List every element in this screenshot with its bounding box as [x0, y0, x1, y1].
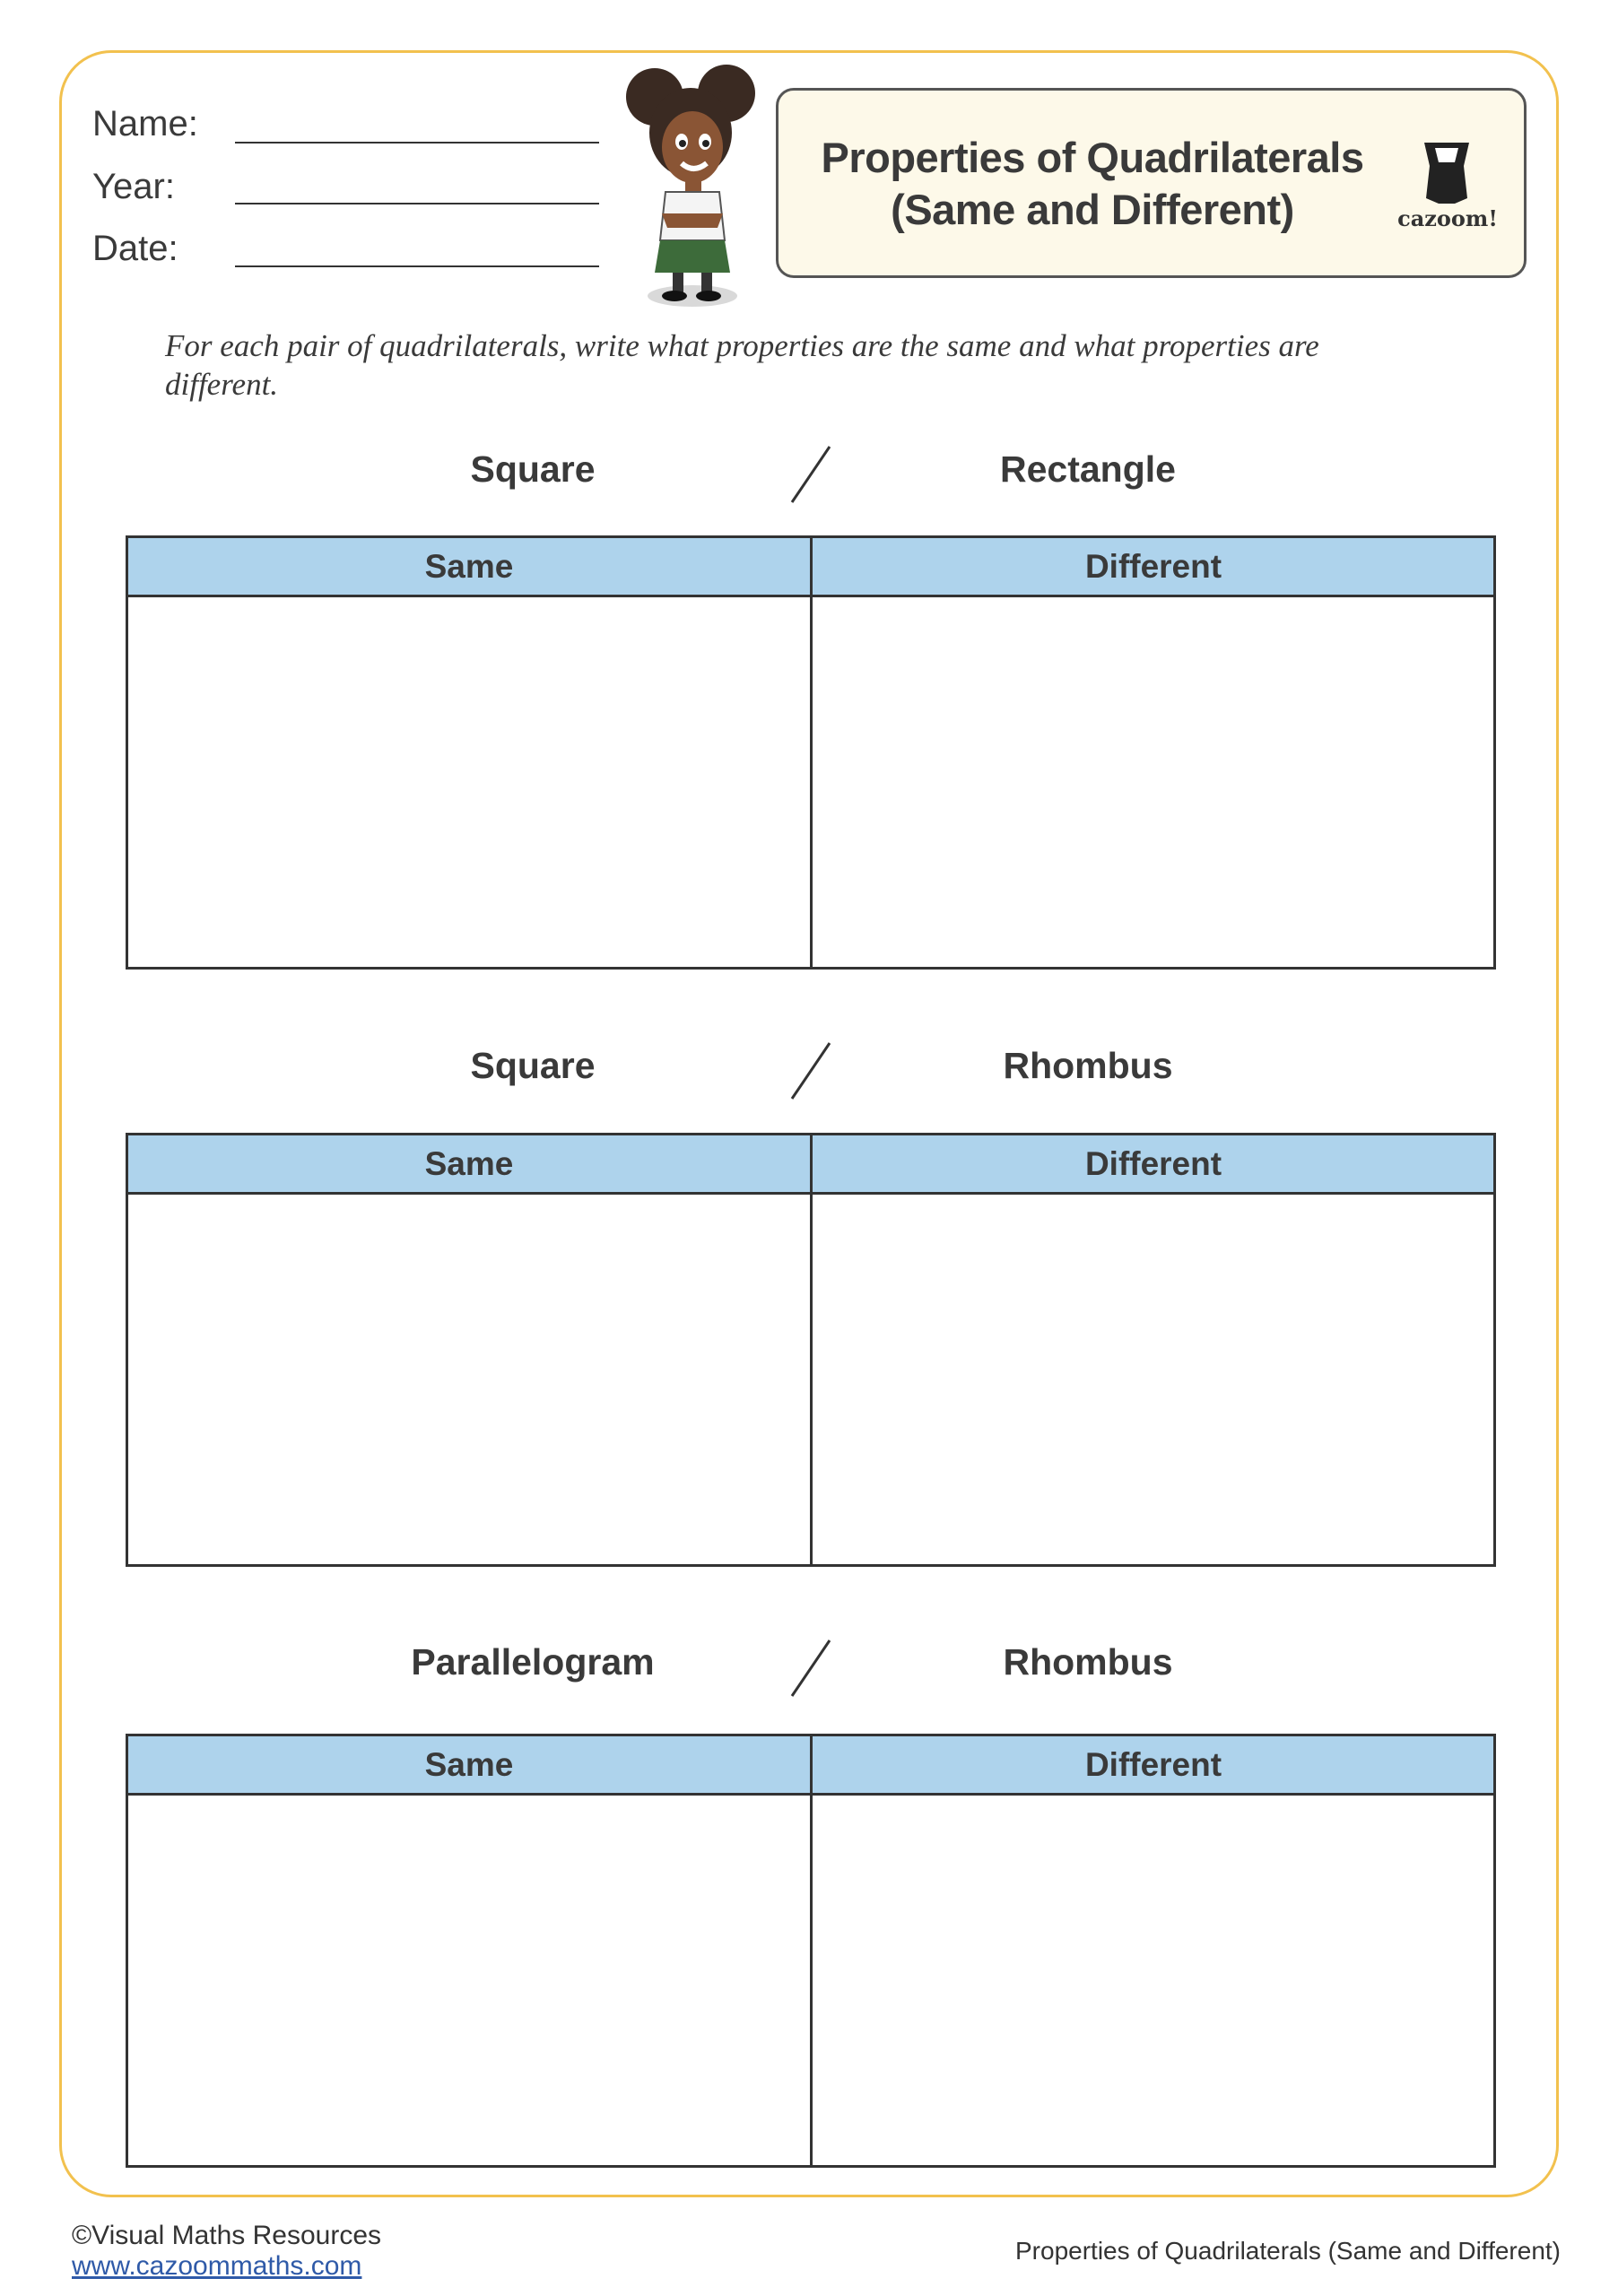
section-3-table — [126, 1734, 1496, 2168]
footer-left — [72, 2221, 381, 2282]
section-3-different-header: Different — [1084, 1746, 1222, 1783]
worksheet-title — [779, 132, 1406, 236]
name-field[interactable] — [235, 142, 599, 144]
section-2-different-answer-cell[interactable] — [813, 1195, 1493, 1564]
section-1-different-answer-cell[interactable] — [813, 597, 1493, 967]
section-1-same-answer-cell[interactable] — [128, 597, 810, 967]
section-2-slash — [783, 1039, 837, 1102]
section-1-different-header: Different — [1084, 548, 1222, 585]
footer-copyright: ©Visual Maths Resources — [72, 2221, 382, 2250]
title-box — [776, 88, 1527, 278]
section-2-different-header: Different — [1084, 1145, 1222, 1182]
section-1-left-shape: Square — [470, 448, 596, 490]
section-3-left-shape: Parallelogram — [411, 1641, 655, 1683]
title-line-2: (Same and Different) — [891, 186, 1294, 233]
section-1-slash — [783, 443, 837, 506]
section-3-different-answer-cell[interactable] — [813, 1796, 1493, 2165]
section-2-left-shape: Square — [470, 1045, 596, 1086]
student-character-illustration — [619, 61, 771, 312]
date-label: Date: — [92, 229, 178, 268]
section-1-right-shape: Rectangle — [1000, 448, 1176, 490]
section-2-same-header: Same — [424, 1145, 514, 1182]
year-field[interactable] — [235, 203, 599, 204]
section-3-same-answer-cell[interactable] — [128, 1796, 810, 2165]
section-3-same-header: Same — [424, 1746, 514, 1783]
section-1-table — [126, 535, 1496, 970]
title-line-1: Properties of Quadrilaterals — [821, 134, 1364, 181]
footer-website-link[interactable]: www.cazoommaths.com — [72, 2251, 362, 2281]
section-2-table — [126, 1133, 1496, 1567]
section-3-right-shape: Rhombus — [1003, 1641, 1173, 1683]
logo-wordmark: cazoom! — [1397, 205, 1498, 231]
section-1-same-header: Same — [424, 548, 514, 585]
section-2-right-shape: Rhombus — [1003, 1045, 1173, 1086]
name-label: Name: — [92, 104, 198, 144]
footer-page-title: Properties of Quadrilaterals (Same and Different) — [1015, 2237, 1561, 2265]
year-label: Year: — [92, 167, 175, 206]
date-field[interactable] — [235, 265, 599, 267]
section-3-slash — [783, 1637, 837, 1700]
section-2-same-answer-cell[interactable] — [128, 1195, 810, 1564]
instruction-text: For each pair of quadrilaterals, write what properties are the same and what properties are different. — [165, 328, 1319, 402]
